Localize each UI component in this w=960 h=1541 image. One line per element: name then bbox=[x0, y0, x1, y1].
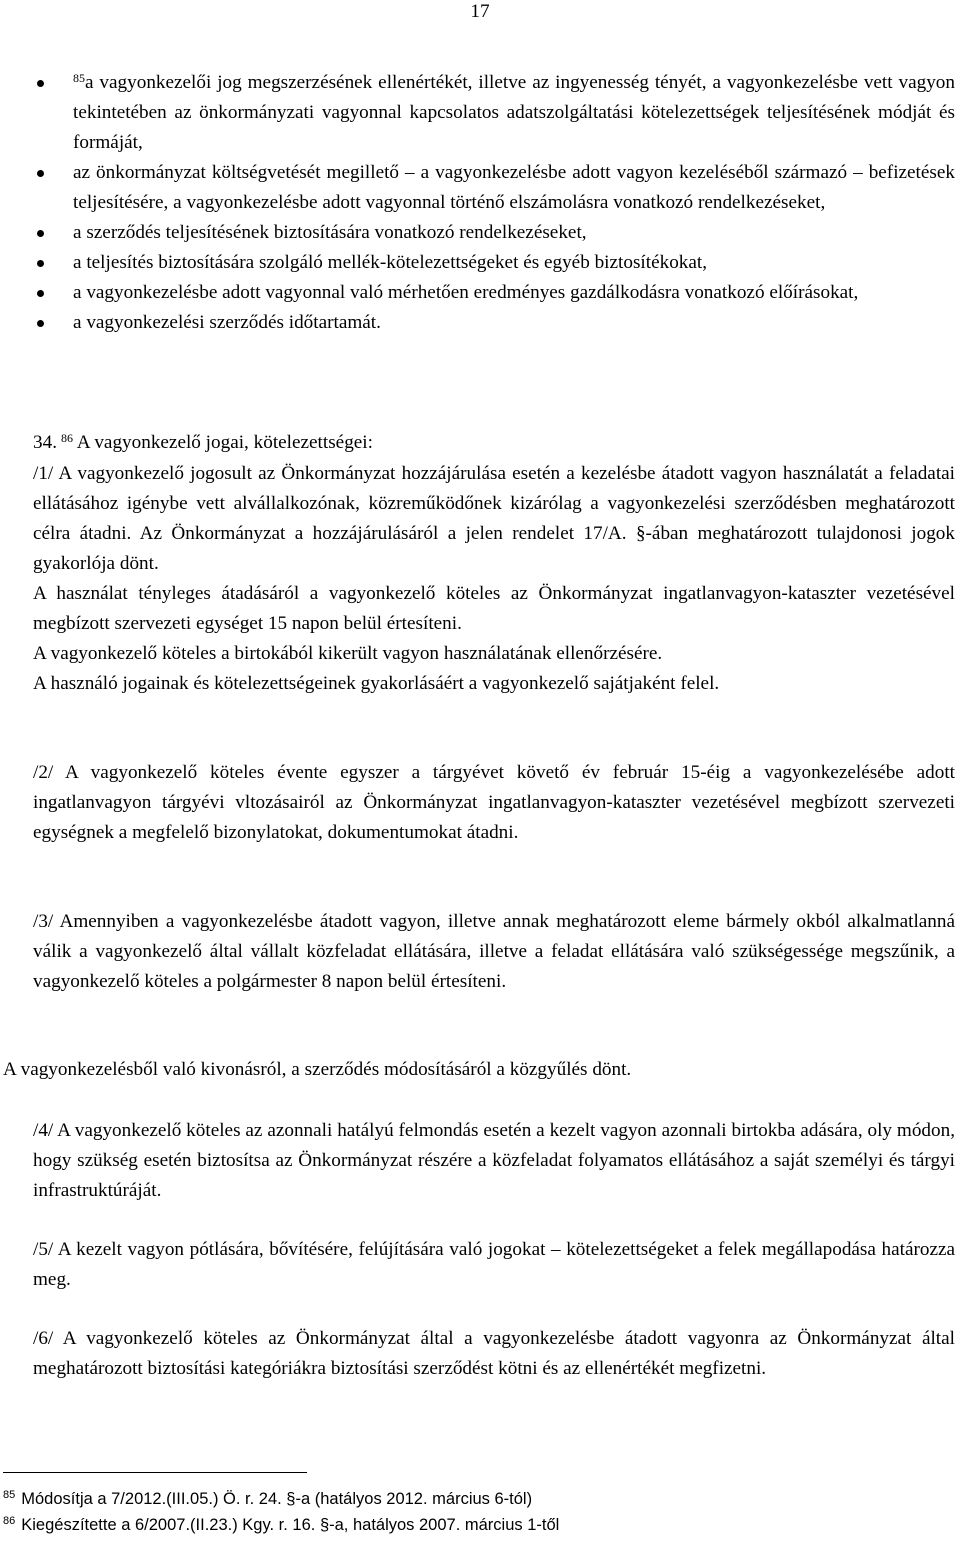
footnote-ref[interactable]: 85 bbox=[73, 71, 85, 85]
section-heading bbox=[33, 428, 955, 458]
list-item bbox=[33, 278, 955, 308]
bullet-list bbox=[33, 68, 955, 338]
list-item-text: a teljesítés biztosítására szolgáló mellék-kötelezettségeket és egyéb biztosítékokat, bbox=[73, 252, 708, 273]
paragraph-withdrawal: A vagyonkezelésből való kivonásról, a szerződés módosításáról a közgyűlés dönt. bbox=[3, 1059, 632, 1080]
list-item bbox=[33, 218, 955, 248]
paragraph-5: /5/ A kezelt vagyon pótlására, bővítésére, felújítására való jogokat – kötelezettségeket a felek megállapodása határozza meg. bbox=[33, 1239, 955, 1290]
list-item-text: a vagyonkezelői jog megszerzésének ellenértékét, illetve az ingyenesség tényét, a vagyonkezelésbe vett vagyon tekintetében az önkormányzati vagyonnal kapcsolatos adatszolgáltatási kötelezettségek teljesítésének módját és formáját, bbox=[73, 72, 955, 153]
footnote-text: Kiegészítette a 6/2007.(II.23.) Kgy. r. 16. §-a, hatályos 2007. március 1-től bbox=[21, 1516, 560, 1534]
page-number: 17 bbox=[470, 1, 490, 22]
footnote-number: 85 bbox=[3, 1489, 16, 1501]
list-item bbox=[33, 248, 955, 278]
paragraph-1-line-3: A vagyonkezelő köteles a birtokából kikerült vagyon használatának ellenőrzésére. bbox=[33, 643, 663, 664]
footnote-number: 86 bbox=[3, 1515, 16, 1527]
paragraph-1-line-2: A használat tényleges átadásáról a vagyonkezelő köteles az Önkormányzat ingatlanvagyon-kataszter vezetésével megbízott szervezeti egységet 15 napon belül értesíteni. bbox=[33, 583, 955, 634]
list-item-text: a vagyonkezelésbe adott vagyonnal való mérhetően eredményes gazdálkodásra vonatkozó előírásokat, bbox=[73, 282, 859, 303]
footnotes bbox=[3, 1486, 953, 1538]
footnote bbox=[3, 1512, 953, 1538]
footnote-ref[interactable]: 86 bbox=[60, 431, 73, 445]
paragraph-2: /2/ A vagyonkezelő köteles évente egyszer a tárgyévet követő év február 15-éig a vagyonkezelésébe adott ingatlanvagyon tárgyévi vltozásairól az Önkormányzat ingatlanvagyon-kataszter vezetésével megbízott szervezeti egységnek a megfelelő bizonylatokat, dokumentumokat átadni. bbox=[33, 762, 955, 843]
list-item-text: a vagyonkezelési szerződés időtartamát. bbox=[73, 312, 381, 333]
list-item-text: az önkormányzat költségvetését megillető – a vagyonkezelésbe adott vagyon kezeléséből származó – befizetések teljesítésére, a vagyonkezelésbe adott vagyonnal történő elszámolásra vonatkozó rendelkezéseket, bbox=[73, 162, 955, 213]
paragraph-3: /3/ Amennyiben a vagyonkezelésbe átadott vagyon, illetve annak meghatározott eleme bármely okból alkalmatlanná válik a vagyonkezelő által vállalt közfeladat ellátására, illetve a feladat ellátására való szükségessége megszűnik, a vagyonkezelő köteles a polgármester 8 napon belül értesíteni. bbox=[33, 911, 955, 992]
list-item bbox=[33, 158, 955, 218]
section-number: 34. bbox=[33, 432, 57, 453]
paragraph-1-lead: /1/ A vagyonkezelő jogosult az Önkormányzat hozzájárulása esetén a kezelésbe átadott vagyon használatát a feladatai ellátásához igénybe vett alvállalkozónak, közreműködőnek kizárólag a vagyonkezelési szerződésben meghatározott célra átadni. Az Önkormányzat a hozzájárulásáról a jelen rendelet 17/A. §-ában meghatározott tulajdonosi jogok gyakorlója dönt. bbox=[33, 463, 955, 574]
list-item bbox=[33, 308, 955, 338]
paragraph-1-line-4: A használó jogainak és kötelezettségeinek gyakorlásáért a vagyonkezelő sajátjaként felel. bbox=[33, 673, 720, 694]
paragraph-6: /6/ A vagyonkezelő köteles az Önkormányzat által a vagyonkezelésbe átadott vagyonra az Önkormányzat által meghatározott biztosítási kategóriákra biztosítási szerződést kötni és az ellenértékét megfizetni. bbox=[33, 1328, 955, 1379]
section-title: A vagyonkezelő jogai, kötelezettségei: bbox=[76, 432, 373, 453]
footnote-text: Módosítja a 7/2012.(III.05.) Ö. r. 24. §-a (hatályos 2012. március 6-tól) bbox=[21, 1490, 533, 1508]
paragraph-4: /4/ A vagyonkezelő köteles az azonnali hatályú felmondás esetén a kezelt vagyon azonnali birtokba adására, oly módon, hogy szükség esetén biztosítsa az Önkormányzat részére a közfeladat folyamatos ellátásához a saját személyi és tárgyi infrastruktúráját. bbox=[33, 1120, 955, 1201]
list-item bbox=[33, 68, 955, 158]
paragraph-1 bbox=[33, 459, 955, 699]
footnote-divider bbox=[3, 1472, 307, 1473]
footnote bbox=[3, 1486, 953, 1512]
list-item-text: a szerződés teljesítésének biztosítására vonatkozó rendelkezéseket, bbox=[73, 222, 587, 243]
